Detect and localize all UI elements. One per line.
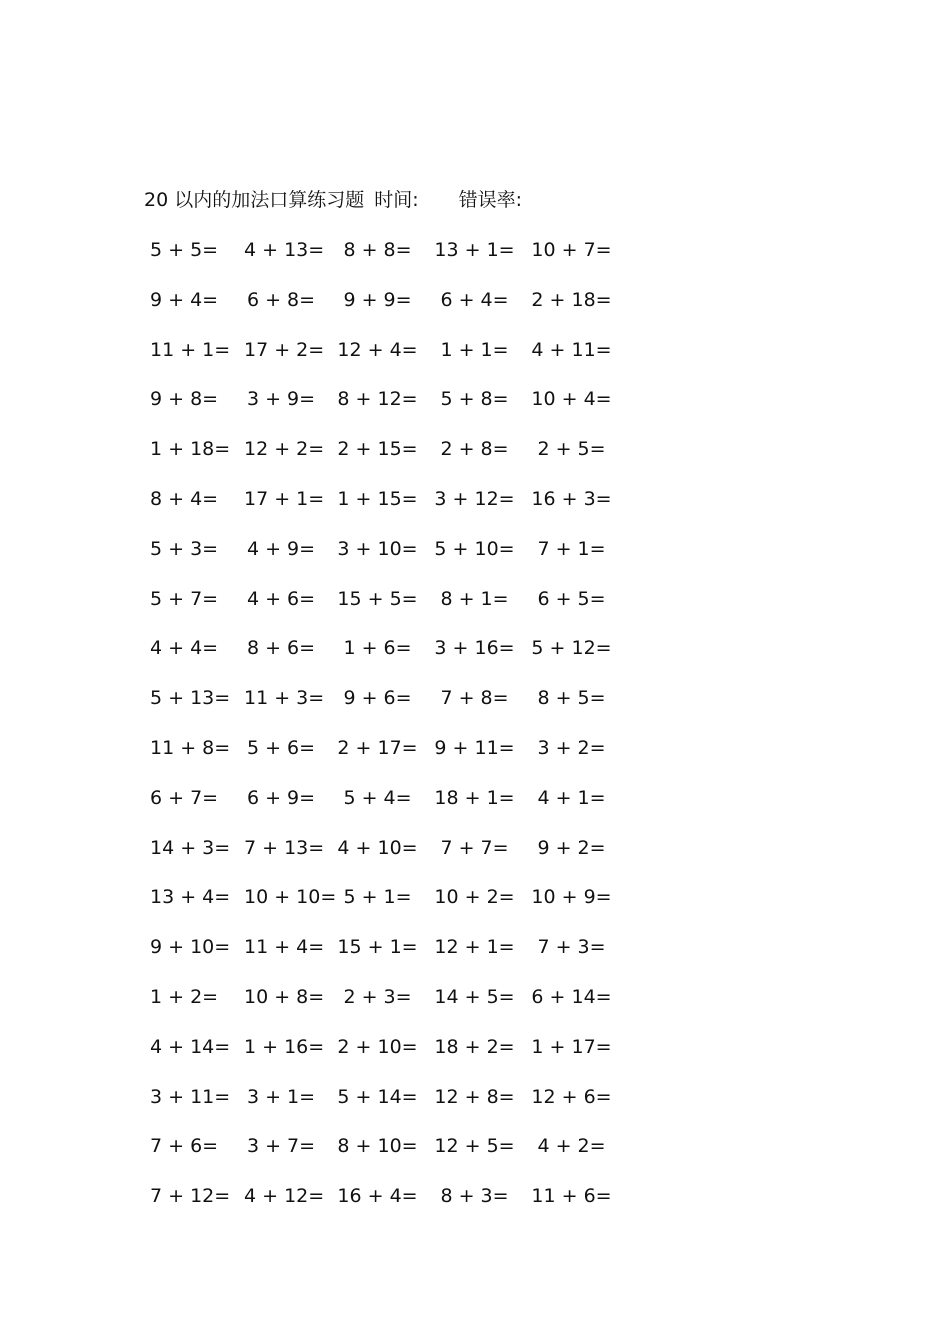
problem-item: 4 + 2= [537,1135,606,1158]
problem-row [0,733,950,763]
problem-item: 9 + 4= [150,288,219,311]
problem-item: 9 + 9= [343,288,412,311]
problem-item: 8 + 12= [337,388,418,411]
problem-item: 2 + 15= [337,438,418,461]
problem-row [0,235,950,265]
problem-row [0,982,950,1012]
problem-item: 11 + 3= [244,687,325,710]
problem-item: 4 + 12= [244,1185,325,1208]
problem-item: 3 + 2= [537,737,606,759]
problem-item: 18 + 1= [434,786,515,809]
problem-row [0,1032,950,1062]
problem-item: 5 + 8= [440,388,509,411]
problem-item: 7 + 1= [537,537,606,560]
problem-item: 2 + 3= [343,986,412,1008]
problem-item: 11 + 4= [244,936,325,959]
problem-item: 9 + 11= [434,737,515,759]
problem-item: 7 + 8= [440,687,509,710]
problem-item: 4 + 10= [337,836,418,859]
problem-item: 5 + 13= [150,687,231,710]
problem-item: 16 + 3= [531,488,612,510]
problem-item: 8 + 1= [440,587,509,610]
problem-item: 11 + 6= [531,1185,612,1208]
problem-item: 1 + 15= [337,488,418,510]
worksheet-title: 20 以内的加法口算练习题 [144,189,365,211]
problem-item: 4 + 9= [246,537,316,560]
problem-item: 1 + 2= [150,986,219,1008]
problem-row [0,384,950,414]
problem-item: 3 + 10= [337,537,418,560]
problem-item: 17 + 2= [244,338,325,361]
problem-item: 5 + 14= [337,1085,418,1108]
problem-item: 6 + 9= [246,786,316,809]
problem-item: 1 + 6= [343,637,412,660]
problem-item: 8 + 10= [337,1135,418,1158]
problem-item: 5 + 6= [246,737,316,759]
problem-item: 2 + 5= [537,438,606,461]
problem-item: 14 + 5= [434,986,515,1008]
problem-item: 3 + 1= [246,1085,316,1108]
problem-row [0,285,950,315]
problem-item: 4 + 6= [246,587,316,610]
problem-item: 15 + 1= [337,936,418,959]
problem-item: 7 + 6= [150,1135,219,1158]
problem-item: 1 + 18= [150,438,231,461]
problem-item: 4 + 1= [537,786,606,809]
problem-item: 9 + 8= [150,388,219,411]
problem-item: 9 + 2= [537,836,606,859]
problem-item: 1 + 16= [244,1035,325,1058]
problem-item: 12 + 8= [434,1085,515,1108]
problem-row [0,1181,950,1211]
problem-item: 10 + 10= [244,886,337,909]
problem-item: 12 + 1= [434,936,515,959]
problem-item: 5 + 10= [434,537,515,560]
problem-item: 6 + 7= [150,786,219,809]
problem-item: 15 + 5= [337,587,418,610]
problem-item: 10 + 2= [434,886,515,909]
problem-item: 5 + 12= [531,637,612,660]
problem-item: 17 + 1= [244,488,325,510]
problem-item: 3 + 16= [434,637,515,660]
problem-item: 5 + 1= [343,886,412,909]
problem-item: 8 + 5= [537,687,606,710]
problem-item: 1 + 1= [440,338,509,361]
problem-item: 1 + 17= [531,1035,612,1058]
problem-item: 12 + 5= [434,1135,515,1158]
problem-item: 3 + 7= [246,1135,316,1158]
problem-item: 13 + 1= [434,239,515,261]
problem-item: 9 + 6= [343,687,412,710]
problem-item: 7 + 13= [244,836,325,859]
problem-item: 11 + 1= [150,338,231,361]
problem-item: 5 + 3= [150,537,219,560]
problem-item: 12 + 2= [244,438,325,461]
problem-row [0,833,950,863]
problem-item: 12 + 4= [337,338,418,361]
problem-item: 2 + 8= [440,438,509,461]
problem-row [0,932,950,962]
problem-item: 2 + 18= [531,288,612,311]
problem-row [0,335,950,365]
problem-item: 8 + 4= [150,488,219,510]
problem-item: 3 + 9= [246,388,316,411]
problem-item: 3 + 11= [150,1085,231,1108]
problem-item: 6 + 4= [440,288,509,311]
problem-row [0,882,950,912]
problem-row [0,633,950,663]
problem-row [0,683,950,713]
problem-row [0,434,950,464]
problem-item: 8 + 8= [343,239,412,261]
problem-item: 18 + 2= [434,1035,515,1058]
problem-item: 13 + 4= [150,886,231,909]
problem-item: 10 + 8= [244,986,325,1008]
worksheet-header [144,186,522,214]
problem-item: 12 + 6= [531,1085,612,1108]
problem-item: 6 + 8= [246,288,316,311]
problem-item: 9 + 10= [150,936,231,959]
problem-item: 4 + 11= [531,338,612,361]
problem-item: 10 + 4= [531,388,612,411]
problem-row [0,1082,950,1112]
problem-item: 10 + 7= [531,239,612,261]
problem-row [0,1131,950,1161]
problem-item: 8 + 3= [440,1185,509,1208]
problem-item: 4 + 4= [150,637,219,660]
error-rate-label: 错误率: [458,189,523,211]
problem-item: 2 + 10= [337,1035,418,1058]
time-label: 时间: [374,189,419,211]
problem-item: 6 + 5= [537,587,606,610]
problem-item: 8 + 6= [246,637,316,660]
problem-item: 5 + 4= [343,786,412,809]
problem-item: 11 + 8= [150,737,231,759]
problem-item: 4 + 14= [150,1035,231,1058]
problem-item: 4 + 13= [244,239,325,261]
problem-item: 7 + 7= [440,836,509,859]
problem-item: 10 + 9= [531,886,612,909]
problem-item: 6 + 14= [531,986,612,1008]
problem-row [0,783,950,813]
problem-item: 7 + 3= [537,936,606,959]
problem-item: 5 + 7= [150,587,219,610]
problem-row [0,484,950,514]
problem-item: 2 + 17= [337,737,418,759]
problem-row [0,584,950,614]
problem-item: 5 + 5= [150,239,219,261]
problem-item: 16 + 4= [337,1185,418,1208]
problem-item: 7 + 12= [150,1185,231,1208]
problem-row [0,534,950,564]
problem-item: 14 + 3= [150,836,231,859]
problem-item: 3 + 12= [434,488,515,510]
